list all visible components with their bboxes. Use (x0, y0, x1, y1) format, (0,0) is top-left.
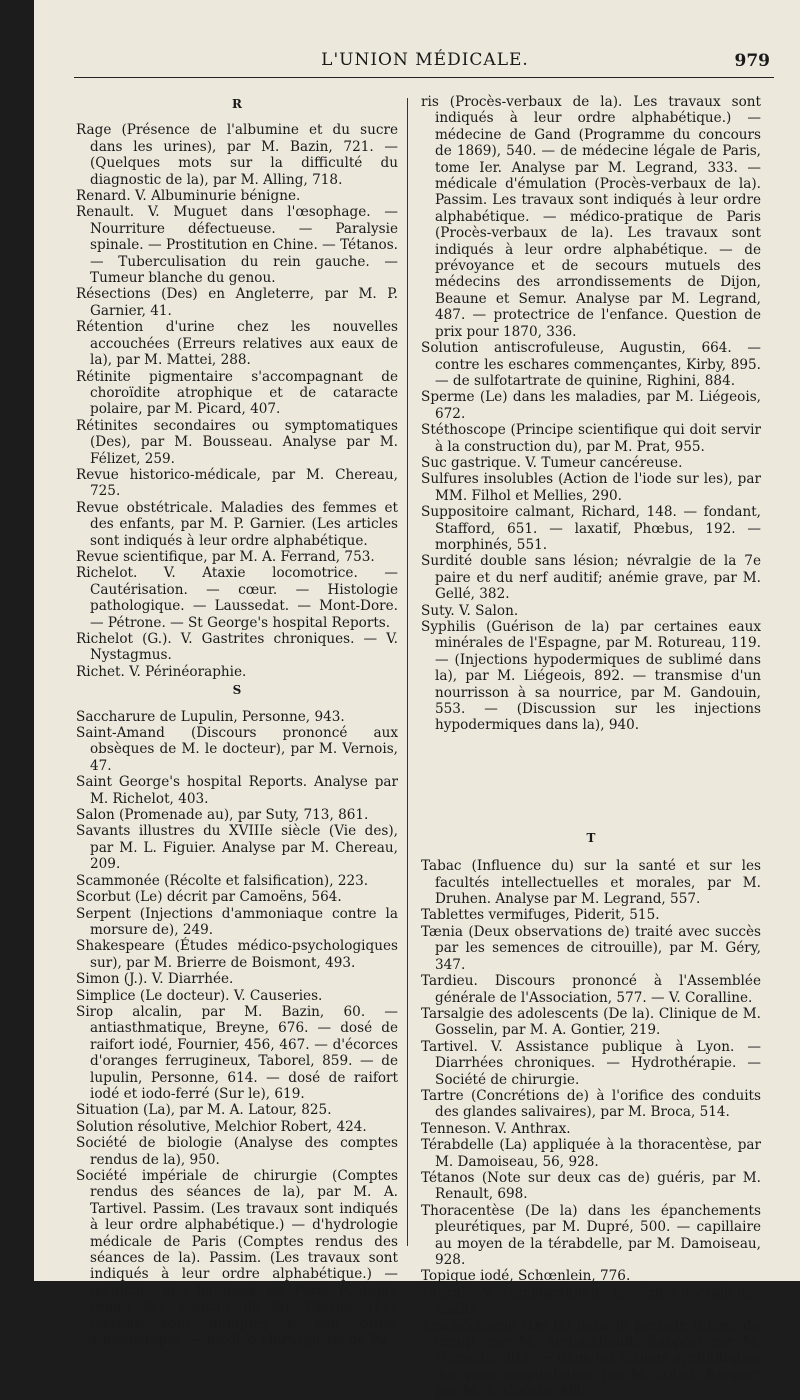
index-entry: Surdité double sans lésion; névralgie de la 7e paire et du nerf auditif; anémie grave, par M. Gellé, 382. (421, 553, 761, 603)
running-header (80, 50, 770, 76)
index-entry: Suc gastrique. V. Tumeur cancéreuse. (421, 454, 683, 471)
index-entry: Thoracentèse (De la) dans les épanchements pleurétiques, par M. Dupré, 500. — capillaire au moyen de la térabdelle, par M. Damoiseau, 928. (421, 1202, 761, 1268)
index-entry: Revue obstétricale. Maladies des femmes et des enfants, par M. P. Garnier. (Les articles sont indiqués à leur ordre alphabétique. (76, 499, 398, 549)
index-entry: Tenneson. V. Anthrax. (421, 1120, 571, 1137)
index-entry: Richet. V. Périnéoraphie. (76, 663, 247, 680)
index-entry: Topique iodé, Schœnlein, 776. (421, 1268, 631, 1285)
index-entry: Rétention d'urine chez les nouvelles accouchées (Erreurs relatives aux eaux de la), par M. Mattei, 288. (76, 319, 398, 369)
index-entry: Saint-Amand (Discours prononcé aux obsèques de M. le docteur), par M. Vernois, 47. (76, 725, 398, 774)
index-entry: Savants illustres du XVIIIe siècle (Vie des), par M. L. Figuier. Analyse par M. Chereau, 209. (76, 823, 398, 873)
index-entry: Sperme (Le) dans les maladies, par M. Liégeois, 672. (421, 389, 761, 422)
index-entry: Tænia (Deux observations de) traité avec succès par les semences de citrouille), par M. Géry, 347. (421, 923, 761, 973)
index-entry: Saccharure de Lupulin, Personne, 943. (76, 708, 345, 725)
header-rule (74, 77, 774, 78)
index-entry: Serpent (Injections d'ammoniaque contre la morsure de), 249. (76, 905, 398, 938)
index-entry: Tablettes vermifuges, Piderit, 515. (421, 907, 660, 924)
index-entry: Scammonée (Récolte et falsification), 223. (76, 872, 369, 889)
page-number: 979 (734, 51, 770, 71)
index-entry: Solution résolutive, Melchior Robert, 424. (76, 1118, 367, 1135)
index-entry: Renault. V. Muguet dans l'œsophage. — Nourriture défectueuse. — Paralysie spinale. — Prostitution en Chine. — Tétanos. — Tuberculisation du rein gauche. — Tumeur blanche du genou. (76, 204, 398, 287)
index-entry: Scorbut (Le) décrit par Camoëns, 564. (76, 889, 342, 906)
column-divider (407, 98, 408, 1246)
index-entry: Revue scientifique, par M. A. Ferrand, 753. (76, 548, 375, 565)
index-entry: Sirop alcalin, par M. Bazin, 60. — antiasthmatique, Breyne, 676. — dosé de raifort iodé, Fournier, 456, 467. — d'écorces d'oranges ferrugineux, Taborel, 859. — de lupulin, Personne, 614. — dosé de raifort iodé et iodo-ferré (Sur le), 619. (76, 1003, 398, 1102)
index-entry: Solution antiscrofuleuse, Augustin, 664. — contre les eschares commençantes, Kirby, 895. — de sulfotartrate de quinine, Righini, 884. (421, 340, 761, 389)
index-entry: Rétinite pigmentaire s'accompagnant de choroïdite atrophique et de cataracte polaire, par M. Picard, 407. (76, 368, 398, 418)
index-entry: Tarsalgie des adolescents (De la). Clinique de M. Gosselin, par M. A. Gontier, 219. (421, 1005, 761, 1039)
index-entry: Richelot. V. Ataxie locomotrice. — Cautérisation. — cœur. — Histologie pathologique. — Laussedat. — Mont-Dore. — Pétrone. — St George's hospital Reports. (76, 565, 398, 631)
index-entry: Situation (La), par M. A. Latour, 825. (76, 1102, 332, 1119)
index-entry: Trachéotomie (De la) dans la période ultime du croup, par M. Archambault. Rapport par M. Homolle, 303. — dans les lésions syphilitiques des voies respiratoires, par M. Trélat. Rapport par M. A. Guérin, 466. (421, 1317, 761, 1400)
index-entry: Tabac (Influence du) sur la santé et sur les facultés intellectuelles et morales, par M. Druhen. Analyse par M. Legrand, 557. (421, 858, 761, 908)
section-letter: T (586, 830, 596, 845)
index-entry: Saint George's hospital Reports. Analyse par M. Richelot, 403. (76, 774, 398, 807)
index-entry: Revue historico-médicale, par M. Chereau, 725. (76, 466, 398, 500)
index-entry: Sulfures insolubles (Action de l'iode sur les), par MM. Filhol et Mellies, 290. (421, 471, 761, 504)
index-column-right (421, 94, 761, 1400)
index-entry: Résections (Des) en Angleterre, par M. P. Garnier, 41. (76, 286, 398, 319)
section-letter: S (232, 683, 242, 698)
index-entry: Richelot (G.). V. Gastrites chroniques. — V. Nystagmus. (76, 631, 398, 664)
section-letter: R (232, 97, 242, 111)
index-entry: Suty. V. Salon. (421, 602, 519, 619)
index-entry: Tardieu. Discours prononcé à l'Assemblée générale de l'Association, 577. — V. Coralline. (421, 973, 761, 1006)
index-entry: Tartivel. V. Assistance publique à Lyon. — Diarrhées chroniques. — Hydrothérapie. — Société de chirurgie. (421, 1038, 761, 1088)
index-entry: Salon (Promenade au), par Suty, 713, 861. (76, 807, 369, 824)
index-entry: Stéthoscope (Principe scientifique qui doit servir à la construction du), par M. Prat, 955. (421, 422, 761, 455)
journal-title: L'UNION MÉDICALE. (321, 50, 529, 70)
index-entry: Shakespeare (Études médico-psychologiques sur), par M. Brierre de Boismont, 493. (76, 938, 398, 971)
index-entry: Tournié. V. Tuméfaction de la région dorsale des mains. (421, 1284, 761, 1318)
index-entry: Rage (Présence de l'albumine et du sucre dans les urines), par M. Bazin, 721. — (Quelques mots sur la difficulté du diagnostic de la), par M. Alling, 718. (76, 122, 398, 188)
index-entry: Simon (J.). V. Diarrhée. (76, 971, 234, 988)
index-entry: Société de biologie (Analyse des comptes rendus de la), 950. (76, 1135, 398, 1168)
index-entry: Tétanos (Note sur deux cas de) guéris, par M. Renault, 698. (421, 1169, 761, 1203)
index-entry: Société impériale de chirurgie (Comptes rendus des séances de la), par M. A. Tartivel. Passim. (Les travaux sont indiqués à leur ordre alphabétique.) — d'hydrologie médicale de Paris (Comptes rendus des séances de la). Passim. (Les travaux sont indiqués à leur ordre alphabétique.) — médicale des hôpitaux de Paris (Compte rendu des séances de la). Passim. (Les travaux sont indiqués à leur ordre alphabétique. — médico-chirurgicale de Pa- (76, 1168, 398, 1349)
index-entry: Tartre (Concrétions de) à l'orifice des conduits des glandes salivaires), par M. Broca, 514. (421, 1087, 761, 1121)
index-entry: Rétinites secondaires ou symptomatiques (Des), par M. Bousseau. Analyse par M. Félizet, 259. (76, 417, 398, 467)
index-column-left (76, 94, 398, 1348)
index-entry: Syphilis (Guérison de la) par certaines eaux minérales de l'Espagne, par M. Rotureau, 119. — (Injections hypodermiques de sublimé dans la), par M. Liégeois, 892. — transmise d'un nourrisson à sa nourrice, par M. Gandouin, 553. — (Discussion sur les injections hypodermiques dans la), 940. (421, 619, 761, 734)
index-entry: Renard. V. Albuminurie bénigne. (76, 188, 301, 205)
index-entry: ris (Procès-verbaux de la). Les travaux sont indiqués à leur ordre alphabétique.) — médecine de Gand (Programme du concours de 1869), 540. — de médecine légale de Paris, tome Ier. Analyse par M. Legrand, 333. — médicale d'émulation (Procès-verbaux de la). Passim. Les travaux sont indiqués à leur ordre alphabétique. — médico-pratique de Paris (Procès-verbaux de la). Les travaux sont indiqués à leur ordre alphabétique. — de prévoyance et de secours mutuels des médecins des arrondissements de Dijon, Beaune et Semur. Analyse par M. Legrand, 487. — protectrice de l'enfance. Question de prix pour 1870, 336. (421, 94, 761, 340)
index-entry: Suppositoire calmant, Richard, 148. — fondant, Stafford, 651. — laxatif, Phœbus, 192. — morphinés, 551. (421, 504, 761, 553)
index-entry: Simplice (Le docteur). V. Causeries. (76, 987, 323, 1004)
index-entry: Térabdelle (La) appliquée à la thoracentèse, par M. Damoiseau, 56, 928. (421, 1137, 761, 1170)
page (34, 0, 800, 1400)
